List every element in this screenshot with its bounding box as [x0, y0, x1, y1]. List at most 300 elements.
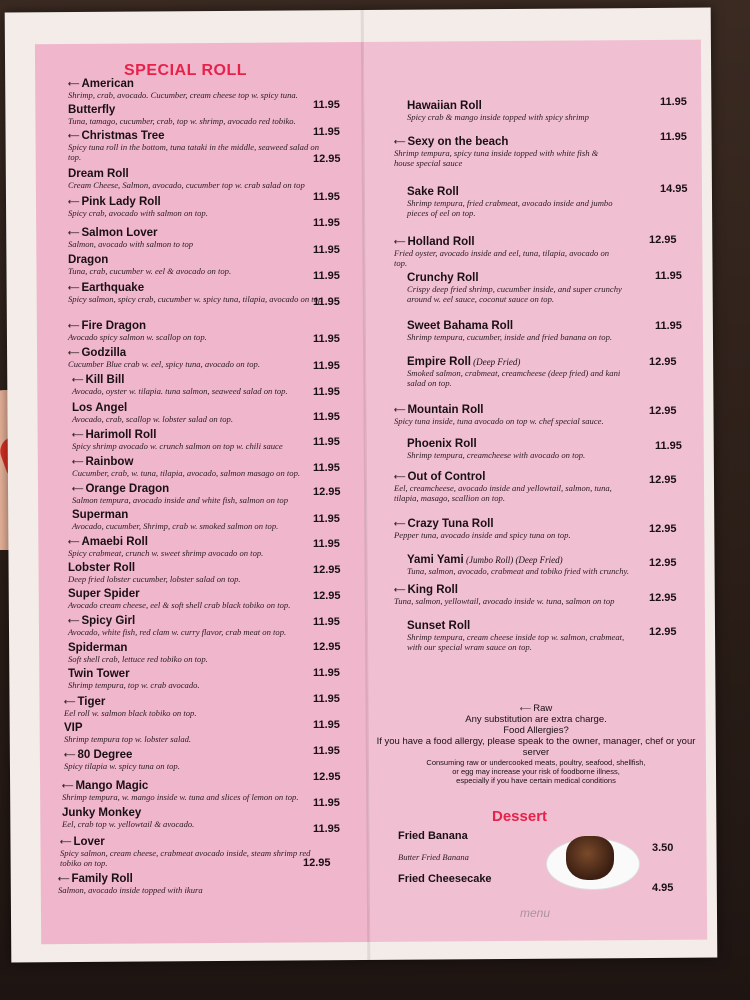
menu-item-price: 11.95 [660, 131, 687, 143]
menu-item-description: Smoked salmon, crabmeat, creamcheese (deep fried) and kani salad on top. [407, 368, 621, 388]
menu-item-name: Kill Bill [85, 374, 125, 386]
menu-item-price: 11.95 [313, 99, 340, 111]
menu-item [394, 584, 614, 606]
menu-item-price-wrap [655, 440, 682, 452]
menu-item-name-row [407, 356, 632, 368]
menu-item-price: 11.95 [313, 693, 340, 705]
menu-item-name: Sunset Roll [407, 620, 471, 632]
menu-item [68, 227, 193, 249]
raw-marker-icon: ⟵ [394, 585, 406, 595]
menu-item [68, 130, 328, 162]
menu-item-price: 11.95 [313, 126, 340, 138]
raw-marker-icon: ⟵ [72, 484, 84, 494]
menu-item [64, 749, 180, 771]
menu-item-description: Spicy salmon, spicy crab, cucumber w. spicy tuna, tilapia, avocado on top [68, 294, 323, 304]
raw-marker-icon: ⟵ [58, 874, 70, 884]
menu-item-description: Deep fried lobster cucumber, lobster salad on top. [68, 574, 241, 584]
raw-marker-icon: ⟵ [60, 837, 72, 847]
menu-item-name-row [394, 584, 614, 596]
menu-item-price-wrap [313, 513, 340, 525]
menu-item-price: 11.95 [655, 270, 682, 282]
menu-item-description: Shrimp tempura, cucumber, inside and fried banana on top. [407, 332, 613, 342]
menu-item-name: Dream Roll [68, 168, 129, 180]
menu-item-name-row [68, 668, 200, 680]
menu-item-name: VIP [64, 722, 83, 734]
raw-marker-icon: ⟵ [394, 519, 406, 529]
menu-item-description: Fried oyster, avocado inside and eel, tuna, tilapia, avocado on top. [394, 248, 610, 268]
menu-item-name-row [64, 696, 196, 708]
menu-item-description: Soft shell crab, lettuce red tobiko on top. [68, 654, 208, 664]
menu-item-name: Sweet Bahama Roll [407, 320, 514, 332]
menu-item-price: 12.95 [649, 474, 677, 486]
menu-item-description: Spicy salmon, cream cheese, crabmeat avocado inside, steam shrimp red tobiko on top. [60, 848, 311, 868]
menu-item-name: Dragon [68, 254, 109, 266]
menu-item-name: Spicy Girl [81, 615, 136, 627]
menu-item-name-row [68, 78, 298, 90]
menu-item [72, 402, 233, 424]
menu-item-name-row [407, 620, 632, 632]
menu-item-name: Lobster Roll [68, 562, 136, 574]
menu-item-name: Crunchy Roll [407, 272, 479, 284]
menu-item-name-row [72, 456, 300, 468]
menu-item-description: Shrimp tempura, cream cheese inside top w. salmon, crabmeat, with our special wram sauce on top. [407, 632, 625, 652]
menu-item-price: 12.95 [313, 153, 341, 165]
menu-item [68, 78, 298, 100]
notice-block [376, 703, 696, 785]
menu-item-description: Avocado, cucumber, Shrimp, crab w. smoked salmon on top. [72, 521, 279, 531]
menu-item-price-wrap [313, 153, 341, 165]
menu-item [407, 272, 632, 304]
menu-item-name: Orange Dragon [85, 483, 170, 495]
menu-item-name: Butterfly [68, 104, 116, 116]
menu-item-description: Shrimp, crab, avocado. Cucumber, cream cheese top w. spicy tuna. [68, 90, 298, 100]
allergy-note: If you have a food allergy, please speak to the owner, manager, chef or your server [376, 736, 696, 759]
menu-item-name-row [68, 196, 208, 208]
menu-item-name-row [72, 509, 278, 521]
dessert-title: Dessert [492, 808, 548, 825]
raw-marker-icon: ⟵ [68, 321, 80, 331]
menu-item-price-wrap [655, 320, 682, 332]
menu-item [68, 562, 241, 584]
menu-item [68, 642, 208, 664]
menu-item-name: Pink Lady Roll [81, 196, 161, 208]
menu-item-price: 11.95 [313, 244, 340, 256]
menu-item-description: Shrimp tempura, creamcheese with avocado on top. [407, 450, 586, 460]
menu-item-description: Avocado cream cheese, eel & soft shell crab black tobiko on top. [68, 600, 291, 610]
menu-item [407, 100, 589, 122]
menu-item-price: 12.95 [313, 564, 341, 576]
menu-item-price-wrap [649, 557, 677, 569]
dessert-item-name: Fried Banana [398, 830, 468, 842]
menu-item [68, 347, 260, 369]
menu-item-name: Spiderman [68, 642, 128, 654]
menu-item-description: Avocado, white fish, red clam w. curry flavor, crab meat on top. [68, 627, 287, 637]
menu-item [68, 196, 208, 218]
menu-item-description: Spicy shrimp avocado w. crunch salmon on top w. chili sauce [72, 441, 283, 451]
menu-item-price-wrap [313, 797, 340, 809]
menu-item-price: 11.95 [313, 513, 340, 525]
menu-item [68, 168, 305, 190]
menu-item-description: Avocado spicy salmon w. scallop on top. [68, 332, 207, 342]
dessert-item-price: 4.95 [652, 882, 674, 894]
menu-item-name-row [394, 136, 619, 148]
menu-item-price-wrap [313, 99, 340, 111]
raw-marker-icon: ⟵ [519, 704, 532, 713]
menu-item-price-wrap [649, 405, 677, 417]
menu-item-price-wrap [649, 523, 677, 535]
menu-item-price-wrap [313, 411, 340, 423]
menu-item-description: Cream Cheese, Salmon, avocado, cucumber top w. crab salad on top [68, 180, 305, 190]
raw-marker-icon: ⟵ [68, 79, 80, 89]
raw-marker-icon: ⟵ [68, 283, 80, 293]
menu-item [62, 780, 298, 802]
menu-item-name-row [407, 272, 632, 284]
menu-item-price: 11.95 [313, 797, 340, 809]
menu-item-name-row [68, 227, 193, 239]
menu-item [68, 254, 231, 276]
menu-item-name: Hawaiian Roll [407, 100, 482, 112]
menu-item [60, 836, 320, 868]
menu-item-name-row [64, 722, 191, 734]
menu-item-price: 12.95 [649, 626, 677, 638]
menu-item-price-wrap [649, 356, 677, 368]
menu-item-price-wrap [660, 183, 688, 195]
menu-item-name: Phoenix Roll [407, 438, 477, 450]
menu-item-name: Yami Yami [407, 554, 464, 566]
menu-item-name-row [407, 438, 585, 450]
menu-item-description: Cucumber, crab, w. tuna, tilapia, avocado, salmon masago on top. [72, 468, 301, 478]
dessert-item-price: 3.50 [652, 842, 674, 854]
consumer-warning-1: Consuming raw or undercooked meats, poultry, seafood, shellfish, [426, 758, 646, 768]
menu-item [68, 668, 200, 690]
menu-item-price: 11.95 [313, 411, 340, 423]
menu-item-price: 11.95 [660, 96, 687, 108]
menu-item-name: Out of Control [407, 471, 486, 483]
menu-item-name: Sake Roll [407, 186, 459, 198]
menu-item-name-row [58, 873, 203, 885]
menu-item-name-row [394, 518, 571, 530]
menu-item-name: Superman [72, 509, 129, 521]
allergy-heading: Food Allergies? [503, 725, 569, 737]
menu-item-name-row [62, 780, 298, 792]
menu-item-name: Fire Dragon [81, 320, 147, 332]
menu-item-price-wrap [313, 745, 340, 757]
menu-item-name-row [60, 836, 320, 848]
menu-item-name-row [394, 404, 604, 416]
menu-item-price-wrap [313, 771, 341, 783]
menu-item-price-wrap [313, 616, 340, 628]
menu-item-price-wrap [660, 131, 687, 143]
menu-item-name-row [68, 254, 231, 266]
menu-item-price: 11.95 [313, 217, 340, 229]
menu-item-name: Rainbow [85, 456, 134, 468]
menu-item-description: Eel roll w. salmon black tobiko on top. [64, 708, 197, 718]
menu-item [394, 136, 619, 168]
consumer-warning-3: especially if you have certain medical conditions [456, 776, 616, 786]
menu-item-price: 11.95 [313, 296, 340, 308]
raw-marker-icon: ⟵ [64, 750, 76, 760]
menu-item-price: 12.95 [313, 590, 341, 602]
menu-item-price-wrap [313, 333, 340, 345]
menu-item-description: Shrimp tempura, fried crabmeat, avocado inside and jumbo pieces of eel on top. [407, 198, 613, 218]
consumer-warning-2: or egg may increase your risk of foodborne illness, [452, 767, 620, 777]
menu-item-price: 11.95 [313, 823, 340, 835]
menu-item [394, 471, 619, 503]
menu-item-description: Shrimp tempura top w. lobster salad. [64, 734, 192, 744]
menu-item-price: 11.95 [313, 436, 340, 448]
raw-marker-icon: ⟵ [394, 405, 406, 415]
menu-item-price-wrap [313, 641, 341, 653]
menu-item-description: Cucumber Blue crab w. eel, spicy tuna, avocado on top. [68, 359, 260, 369]
menu-item-name: Holland Roll [407, 236, 475, 248]
menu-item-name-row [68, 588, 290, 600]
menu-item-name: Junky Monkey [62, 807, 142, 819]
menu-item-description: Eel, crab top w. yellowtail & avocado. [62, 819, 195, 829]
menu-item [68, 588, 290, 610]
menu-item [72, 374, 288, 396]
raw-marker-icon: ⟵ [394, 237, 406, 247]
menu-item-price-wrap [313, 486, 341, 498]
menu-item-price: 11.95 [313, 360, 340, 372]
menu-item-price-wrap [313, 693, 340, 705]
menu-item-name: Earthquake [81, 282, 145, 294]
menu-item-name: King Roll [407, 584, 458, 596]
dessert-item-name: Fried Cheesecake [398, 873, 492, 885]
menu-item-name-row [407, 320, 612, 332]
menu-item-price: 11.95 [313, 719, 340, 731]
menu-item-price-wrap [313, 360, 340, 372]
menu-item-name: Crazy Tuna Roll [407, 518, 494, 530]
menu-item [407, 438, 585, 460]
menu-item-price: 11.95 [313, 538, 340, 550]
menu-item-description: Shrimp tempura, spicy tuna inside topped with white fish & house special sauce [394, 148, 599, 168]
menu-item-price-wrap [313, 436, 340, 448]
menu-item-price-wrap [649, 234, 677, 246]
menu-item [394, 404, 604, 426]
menu-item-price-wrap [313, 296, 340, 308]
menu-item-name: Sexy on the beach [407, 136, 509, 148]
menu-item-name: Salmon Lover [81, 227, 158, 239]
menu-item-name-row [407, 554, 629, 566]
menu-item-description: Spicy tuna roll in the bottom, tuna tataki in the middle, seaweed salad on top. [68, 142, 320, 162]
raw-marker-icon: ⟵ [72, 430, 84, 440]
menu-item [394, 236, 619, 268]
menu-item-note: (Deep Fried) [470, 357, 521, 367]
menu-item [68, 282, 322, 304]
menu-item [64, 722, 191, 744]
menu-item-price-wrap [313, 667, 340, 679]
menu-item-price: 11.95 [313, 462, 340, 474]
menu-item [68, 104, 296, 126]
raw-marker-icon: ⟵ [68, 131, 80, 141]
menu-item-price: 11.95 [313, 191, 340, 203]
menu-item-name: Amaebi Roll [81, 536, 148, 548]
menu-item [407, 620, 632, 652]
substitution-note: Any substitution are extra charge. [465, 714, 607, 726]
raw-marker-icon: ⟵ [68, 616, 80, 626]
menu-item-name: Family Roll [71, 873, 133, 885]
menu-item-description: Spicy crabmeat, crunch w. sweet shrimp avocado on top. [68, 548, 264, 558]
menu-item-description: Tuna, salmon, yellowtail, avocado inside w. tuna, salmon on top [394, 596, 615, 606]
menu-item-price-wrap [313, 244, 340, 256]
menu-item-description: Eel, creamcheese, avocado inside and yellowtail, salmon, tuna, tilapia, masago, scallion on top. [394, 483, 612, 503]
menu-item [62, 807, 194, 829]
menu-item-price: 12.95 [649, 523, 677, 535]
menu-item-name-row [72, 429, 283, 441]
dessert-item-desc: Butter Fried Banana [398, 852, 469, 862]
menu-item-name-row [64, 749, 180, 761]
menu-item-price: 12.95 [313, 641, 341, 653]
menu-item-description: Avocado, crab, scallop w. lobster salad on top. [72, 414, 233, 424]
menu-item-description: Spicy crab, avocado with salmon on top. [68, 208, 208, 218]
menu-item [64, 696, 196, 718]
menu-item-name-row [68, 615, 286, 627]
menu-item-name-row [68, 130, 328, 142]
menu-item [58, 873, 203, 895]
menu-item-name: Empire Roll [407, 356, 471, 368]
raw-marker-icon: ⟵ [68, 197, 80, 207]
menu-item-description: Salmon tempura, avocado inside and white fish, salmon on top [72, 495, 289, 505]
menu-item-price-wrap [303, 857, 331, 869]
menu-item-name: Christmas Tree [81, 130, 165, 142]
menu-item-name: American [81, 78, 134, 90]
menu-item-note: (Jumbo Roll) (Deep Fried) [463, 555, 563, 565]
raw-label: Raw [533, 703, 553, 715]
menu-item-price: 11.95 [313, 616, 340, 628]
menu-item-description: Tuna, crab, cucumber w. eel & avocado on top. [68, 266, 232, 276]
menu-item-description: Avocado, oyster w. tilapia. tuna salmon, seaweed salad on top. [72, 386, 288, 396]
menu-item-price: 11.95 [313, 386, 340, 398]
menu-item-description: Tuna, salmon, avocado, crabmeat and tobiko fried with crunchy. [407, 566, 629, 576]
raw-marker-icon: ⟵ [62, 781, 74, 791]
menu-item-price-wrap [313, 823, 340, 835]
menu-item-name-row [68, 642, 208, 654]
menu-item [72, 456, 300, 478]
menu-item-name-row [72, 402, 233, 414]
menu-item [407, 554, 629, 576]
menu-item-name: Mango Magic [75, 780, 149, 792]
menu-item [72, 509, 278, 531]
menu-item-name-row [68, 536, 263, 548]
menu-item [68, 615, 286, 637]
menu-item-price: 11.95 [313, 270, 340, 282]
menu-item-price: 11.95 [313, 745, 340, 757]
menu-item-price-wrap [649, 626, 677, 638]
raw-marker-icon: ⟵ [394, 137, 406, 147]
menu-item [68, 320, 207, 342]
raw-marker-icon: ⟵ [394, 472, 406, 482]
menu-item-name-row [68, 347, 260, 359]
menu-item-name-row [68, 320, 207, 332]
menu-item-description: Salmon, avocado with salmon to top [68, 239, 194, 249]
menu-item-price-wrap [313, 564, 341, 576]
menu-item-description: Shrimp tempura, top w. crab avocado. [68, 680, 200, 690]
menu-item-name: Los Angel [72, 402, 128, 414]
menu-item-price-wrap [660, 96, 687, 108]
menu-item-name: Mountain Roll [407, 404, 484, 416]
menu-item [407, 186, 632, 218]
menu-item-name: Twin Tower [68, 668, 130, 680]
menu-item [407, 320, 612, 342]
menu-item-name-row [68, 282, 322, 294]
menu-item-description: Pepper tuna, avocado inside and spicy tuna on top. [394, 530, 571, 540]
menu-item-price: 11.95 [313, 667, 340, 679]
menu-item-name-row [407, 186, 632, 198]
menu-item-description: Spicy crab & mango inside topped with spicy shrimp [407, 112, 589, 122]
menu-item-name: 80 Degree [77, 749, 133, 761]
menu-item-description: Spicy tuna inside, tuna avocado on top w. chef special sauce. [394, 416, 604, 426]
menu-item [72, 483, 288, 505]
menu-item-name-row [72, 483, 288, 495]
menu-item-name-row [68, 104, 296, 116]
menu-item-price-wrap [313, 590, 341, 602]
menu-item-price-wrap [313, 719, 340, 731]
menu-item-price: 11.95 [313, 333, 340, 345]
menu-item-name: Tiger [77, 696, 106, 708]
raw-marker-icon: ⟵ [72, 375, 84, 385]
menu-item-price: 14.95 [660, 183, 688, 195]
menu-item-name: Godzilla [81, 347, 127, 359]
menu-item-price-wrap [313, 538, 340, 550]
menu-item-description: Salmon, avocado inside topped with ikura [58, 885, 203, 895]
menu-item-price-wrap [649, 474, 677, 486]
menu-item-price: 12.95 [649, 592, 677, 604]
menu-item-name: Lover [73, 836, 105, 848]
menu-item-name: Harimoll Roll [85, 429, 157, 441]
menu-item-price: 12.95 [313, 771, 341, 783]
menu-item-description: Tuna, tamago, cucumber, crab, top w. shrimp, avocado red tobiko. [68, 116, 296, 126]
menu-item-name-row [68, 562, 241, 574]
special-roll-title: SPECIAL ROLL [124, 62, 248, 79]
raw-marker-icon: ⟵ [68, 537, 80, 547]
menu-item-price-wrap [313, 462, 340, 474]
menu-item-price: 12.95 [649, 557, 677, 569]
fried-banana-image [566, 836, 614, 880]
menu-item-price: 12.95 [313, 486, 341, 498]
menu-item-price-wrap [649, 592, 677, 604]
menu-item-price-wrap [313, 270, 340, 282]
menu-item [394, 518, 571, 540]
menu-item [407, 356, 632, 388]
watermark-logo: menu [520, 906, 551, 920]
menu-item-name-row [72, 374, 288, 386]
raw-marker-icon: ⟵ [68, 228, 80, 238]
menu-item [72, 429, 283, 451]
raw-marker-icon: ⟵ [68, 348, 80, 358]
menu-item-price-wrap [313, 386, 340, 398]
menu-item-name-row [394, 236, 619, 248]
menu-item-name: Super Spider [68, 588, 140, 600]
menu-item-price: 12.95 [649, 356, 677, 368]
menu-item-price: 11.95 [655, 320, 682, 332]
raw-marker-icon: ⟵ [64, 697, 76, 707]
menu-item [68, 536, 263, 558]
menu-item-name-row [394, 471, 619, 483]
menu-item-description: Crispy deep fried shrimp, cucumber inside, and super crunchy around w. eel sauce, coconut sauce on top. [407, 284, 622, 304]
menu-item-price: 12.95 [649, 405, 677, 417]
menu-item-price-wrap [313, 191, 340, 203]
menu-item-price-wrap [313, 217, 340, 229]
menu-item-description: Spicy tilapia w. spicy tuna on top. [64, 761, 180, 771]
menu-item-price: 12.95 [303, 857, 331, 869]
menu-item-name-row [62, 807, 194, 819]
menu-item-name-row [68, 168, 305, 180]
menu-item-price: 11.95 [655, 440, 682, 452]
menu-item-name-row [407, 100, 589, 112]
menu-item-price-wrap [655, 270, 682, 282]
menu-item-price: 12.95 [649, 234, 677, 246]
menu-item-description: Shrimp tempura, w. mango inside w. tuna and slices of lemon on top. [62, 792, 299, 802]
